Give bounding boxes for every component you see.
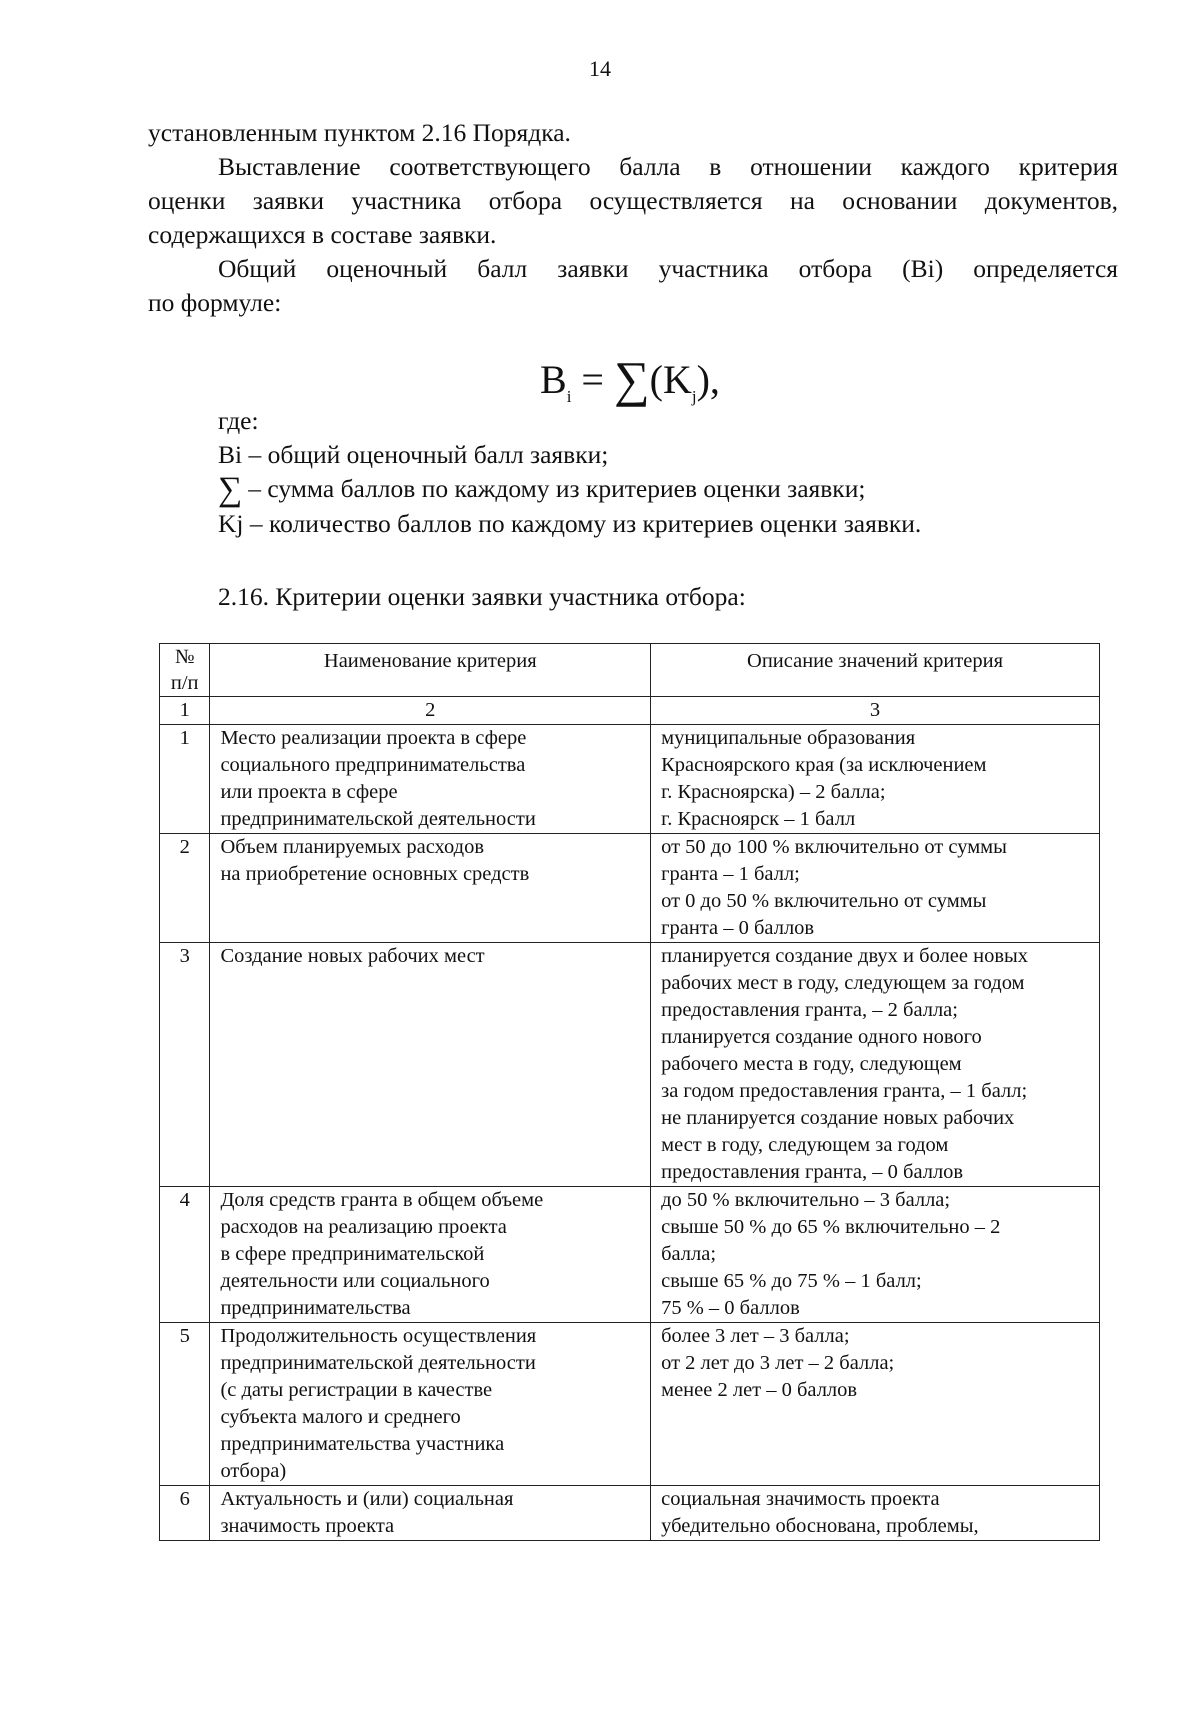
formula-sigma: ∑ — [613, 351, 650, 407]
header-name: Наименование критерия — [210, 644, 651, 697]
criterion-number: 6 — [160, 1486, 210, 1541]
index-cell-1: 1 — [160, 697, 210, 725]
criterion-name-line: социального предпринимательства — [220, 754, 526, 776]
criterion-description-line: социальная значимость проекта — [661, 1488, 940, 1510]
criterion-name-line: отбора) — [220, 1460, 287, 1482]
table-row — [160, 1486, 1100, 1541]
criterion-description-line: убедительно обоснована, проблемы, — [661, 1515, 979, 1537]
index-cell-2: 2 — [210, 697, 651, 725]
criterion-description-line: мест в году, следующем за годом — [661, 1134, 949, 1156]
criterion-description-line: 75 % – 0 баллов — [661, 1297, 800, 1319]
criterion-description-line: за годом предоставления гранта, – 1 балл; — [661, 1080, 1028, 1102]
criterion-description-line: предоставления гранта, – 2 балла; — [661, 999, 958, 1021]
criterion-name-line: Объем планируемых расходов — [220, 836, 485, 858]
paragraph-scoring-line2: оценки заявки участника отбора осуществляется на основании документов, — [148, 186, 1118, 215]
criterion-description-line: рабочих мест в году, следующем за годом — [661, 972, 1025, 994]
criterion-name-line: Продолжительность осуществления — [220, 1325, 537, 1347]
page-number: 14 — [589, 56, 611, 81]
formula-equals: = — [581, 357, 604, 402]
criterion-description-line: от 0 до 50 % включительно от суммы — [661, 890, 987, 912]
criterion-name — [210, 1486, 651, 1541]
criterion-description — [651, 1187, 1100, 1323]
header-num-line2: п/п — [170, 672, 199, 694]
index-cell-3: 3 — [651, 697, 1100, 725]
criterion-name — [210, 834, 651, 943]
criterion-description-line: гранта – 1 балл; — [661, 863, 800, 885]
criterion-name-line: Доля средств гранта в общем объеме — [220, 1189, 544, 1211]
formula-close: ), — [696, 357, 720, 402]
criterion-number: 4 — [160, 1187, 210, 1323]
header-num — [160, 644, 210, 697]
formula-lhs: B — [540, 357, 567, 402]
criterion-name-line: Место реализации проекта в сфере — [220, 727, 527, 749]
criterion-description-line: от 50 до 100 % включительно от суммы — [661, 836, 1007, 858]
criterion-number: 2 — [160, 834, 210, 943]
criterion-description-line: г. Красноярска) – 2 балла; — [661, 781, 886, 803]
criteria-table — [159, 643, 1100, 1541]
table-row — [160, 1323, 1100, 1486]
criterion-number: 3 — [160, 943, 210, 1187]
formula-lhs-subscript: i — [566, 387, 572, 406]
criterion-description-line: балла; — [661, 1243, 717, 1265]
criterion-description-line: не планируется создание новых рабочих — [661, 1107, 1015, 1129]
criterion-name-line: Актуальность и (или) социальная — [220, 1488, 514, 1510]
paragraph-scoring-line1: Выставление соответствующего балла в отношении каждого критерия — [218, 152, 1118, 181]
criterion-name — [210, 1187, 651, 1323]
table-row — [160, 834, 1100, 943]
criterion-description-line: Красноярского края (за исключением — [661, 754, 987, 776]
criterion-description-line: гранта – 0 баллов — [661, 917, 815, 939]
criterion-name — [210, 1323, 651, 1486]
formula-argument: (K — [649, 357, 692, 402]
legend-sigma-desc: – сумма баллов по каждому из критериев оценки заявки; — [248, 474, 866, 503]
criterion-description — [651, 943, 1100, 1187]
criterion-name — [210, 725, 651, 834]
criterion-name-line: значимость проекта — [220, 1515, 395, 1537]
formula-argument-subscript: j — [691, 387, 697, 406]
criterion-description-line: свыше 65 % до 75 % – 1 балл; — [661, 1270, 922, 1292]
criterion-name-line: на приобретение основных средств — [220, 863, 530, 885]
legend-sigma-row — [218, 472, 921, 507]
criterion-description — [651, 725, 1100, 834]
criterion-description-line: рабочего места в году, следующем — [661, 1053, 962, 1075]
legend-kj: Kj – количество баллов по каждому из критериев оценки заявки. — [218, 509, 922, 538]
criterion-number: 1 — [160, 725, 210, 834]
criterion-description-line: г. Красноярск – 1 балл — [661, 808, 856, 830]
criterion-name-line: деятельности или социального — [220, 1270, 490, 1292]
criterion-description-line: менее 2 лет – 0 баллов — [661, 1379, 858, 1401]
criterion-description-line: планируется создание одного нового — [661, 1026, 982, 1048]
criterion-name-line: или проекта в сфере — [220, 781, 398, 803]
paragraph-total-line2: по формуле: — [148, 288, 282, 317]
legend-where: где: — [218, 406, 259, 435]
criterion-description-line: планируется создание двух и более новых — [661, 945, 1029, 967]
criterion-name-line: (с даты регистрации в качестве — [220, 1379, 493, 1401]
criterion-description-line: до 50 % включительно – 3 балла; — [661, 1189, 951, 1211]
header-desc: Описание значений критерия — [651, 644, 1100, 697]
paragraph-total-line1: Общий оценочный балл заявки участника отбора (Bi) определяется — [218, 254, 1118, 283]
score-formula — [540, 350, 720, 408]
criterion-name — [210, 943, 651, 1187]
table-row — [160, 1187, 1100, 1323]
paragraph-scoring-line3: содержащихся в составе заявки. — [148, 220, 497, 249]
criterion-description-line: предоставления гранта, – 0 баллов — [661, 1161, 964, 1183]
section-title: 2.16. Критерии оценки заявки участника отбора: — [218, 582, 746, 611]
criterion-name-line: предпринимательства участника — [220, 1433, 505, 1455]
header-num-line1: № — [174, 646, 195, 668]
legend-sigma-symbol: ∑ — [218, 471, 243, 508]
criterion-description-line: муниципальные образования — [661, 727, 916, 749]
table-header-row — [160, 644, 1100, 697]
criterion-description-line: от 2 лет до 3 лет – 2 балла; — [661, 1352, 895, 1374]
table-index-row — [160, 697, 1100, 725]
criterion-name-line: предпринимательской деятельности — [220, 1352, 536, 1374]
criterion-number: 5 — [160, 1323, 210, 1486]
table-row — [160, 943, 1100, 1187]
criterion-name-line: расходов на реализацию проекта — [220, 1216, 507, 1238]
criterion-name-line: предпринимательства — [220, 1297, 411, 1319]
criterion-name-line: предпринимательской деятельности — [220, 808, 536, 830]
criterion-description — [651, 1486, 1100, 1541]
table-row — [160, 725, 1100, 834]
criterion-name-line: Создание новых рабочих мест — [220, 945, 485, 967]
criterion-description-line: свыше 50 % до 65 % включительно – 2 — [661, 1216, 1001, 1238]
criterion-description — [651, 1323, 1100, 1486]
criterion-name-line: субъекта малого и среднего — [220, 1406, 461, 1428]
paragraph-continuation: установленным пунктом 2.16 Порядка. — [148, 118, 571, 147]
formula-legend — [218, 404, 921, 541]
criterion-description — [651, 834, 1100, 943]
criterion-name-line: в сфере предпринимательской — [220, 1243, 485, 1265]
legend-bi: Bi – общий оценочный балл заявки; — [218, 440, 609, 469]
criterion-description-line: более 3 лет – 3 балла; — [661, 1325, 850, 1347]
